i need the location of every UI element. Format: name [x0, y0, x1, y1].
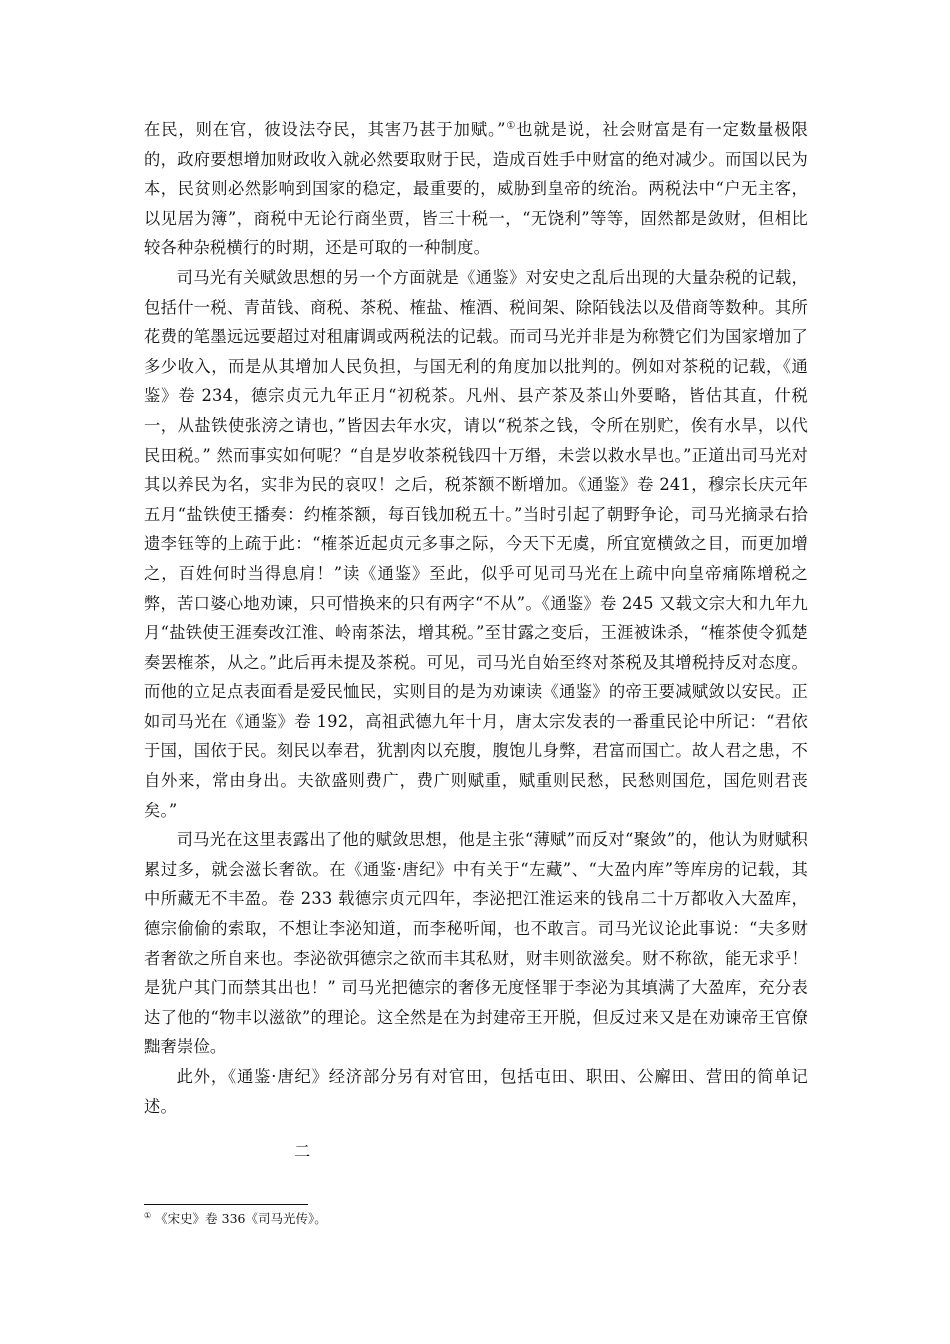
section-number: 二: [294, 1142, 311, 1162]
footnote-reference[interactable]: ①: [505, 120, 517, 132]
footnote-mark: ①: [144, 1210, 152, 1220]
footnote-separator: [144, 1204, 308, 1205]
paragraph-1-text: 在民，则在官，彼设法夺民，其害乃甚于加赋。”: [144, 120, 506, 139]
paragraph-2: 司马光有关赋敛思想的另一个方面就是《通鉴》对安史之乱后出现的大量杂税的记载，包括什一税、青苗钱、商税、茶税、榷盐、榷酒、税间架、除陌钱法以及借商等数种。其所花费的笔墨远远要超过对租庸调或两税法的记载。而司马光并非是为称赞它们为国家增加了多少收入，而是从其增加人民负担，与国无利的角度加以批判的。例如对茶税的记载，《通鉴》卷 234，德宗贞元九年正月“初税茶。凡州、县产茶及茶山外要略，皆估其直，什税一，从盐铁使张滂之请也，”皆因去年水灾，请以“税茶之钱，令所在别贮，俟有水旱，以代民田税。” 然而事实如何呢？“自是岁收茶税钱四十万缗，未尝以救水旱也。”正道出司马光对其以养民为名，实非为民的哀叹！之后，税茶额不断增加。《通鉴》卷 241，穆宗长庆元年五月“盐铁使王播奏：约榷茶额，每百钱加税五十。”当时引起了朝野争论，司马光摘录右拾遗李钰等的上疏于此：“榷茶近起贞元多事之际，今天下无虞，所宜宽横敛之目，而更加增之，百姓何时当得息肩！”读《通鉴》至此，似乎可见司马光在上疏中向皇帝痛陈增税之弊，苦口婆心地劝谏，只可惜换来的只有两字“不从”。《通鉴》卷 245 又载文宗大和九年九月“盐铁使王涯奏改江淮、岭南茶法，增其税。”至甘露之变后，王涯被诛杀，“榷茶使令狐楚奏罢榷茶，从之。”此后再未提及茶税。可见，司马光自始至终对茶税及其增税持反对态度。而他的立足点表面看是爱民恤民，实则目的是为劝谏读《通鉴》的帝王要减赋敛以安民。正如司马光在《通鉴》卷 192，高祖武德九年十月，唐太宗发表的一番重民论中所记：“君依于国，国依于民。刻民以奉君，犹割肉以充腹，腹饱儿身弊，君富而国亡。故人君之患，不自外来，常由身出。夫欲盛则费广，费广则赋重，赋重则民愁，民愁则国危，国危则君丧矣。”: [144, 267, 808, 820]
paragraph-3: 司马光在这里表露出了他的赋敛思想，他是主张“薄赋”而反对“聚敛”的，他认为财赋积累过多，就会滋长奢欲。在《通鉴·唐纪》中有关于“左藏”、“大盈内库”等库房的记载，其中所藏无不丰盈。卷 233 载德宗贞元四年，李泌把江淮运来的钱帛二十万都收入大盈库，德宗偷偷的索取，不想让李泌知道，而李秘听闻，也不敢言。司马光议论此事说：“夫多财者奢欲之所自来也。李泌欲弭德宗之欲而丰其私财，财丰则欲滋矣。财不称欲，能无求乎！是犹户其门而禁其出也！” 司马光把德宗的奢侈无度怪罪于李泌为其填满了大盈库，充分表达了他的“物丰以滋欲”的理论。这全然是在为封建帝王开脱，但反过来又是在劝谏帝王官僚黜奢崇俭。: [144, 830, 808, 1057]
paragraph-1-rest: 也就是说，社会财富是有一定数量极限的，政府要想增加财政收入就必然要取财于民，造成百姓手中财富的绝对减少。而国以民为本，民贫则必然影响到国家的稳定，最重要的，威胁到皇帝的统治。两税法中“户无主客，以见居为簿”，商税中无论行商坐贾，皆三十税一，“无饶利”等等，固然都是敛财，但相比较各种杂税横行的时期，还是可取的一种制度。: [144, 120, 808, 258]
footnote-text: 《宋史》卷 336《司马光传》。: [155, 1211, 327, 1226]
paragraph-4: 此外，《通鉴·唐纪》经济部分另有对官田，包括屯田、职田、公廨田、营田的简单记述。: [144, 1067, 808, 1116]
document-body: [144, 115, 808, 1167]
paragraph-1: [144, 115, 808, 263]
footnote: [144, 1210, 327, 1228]
